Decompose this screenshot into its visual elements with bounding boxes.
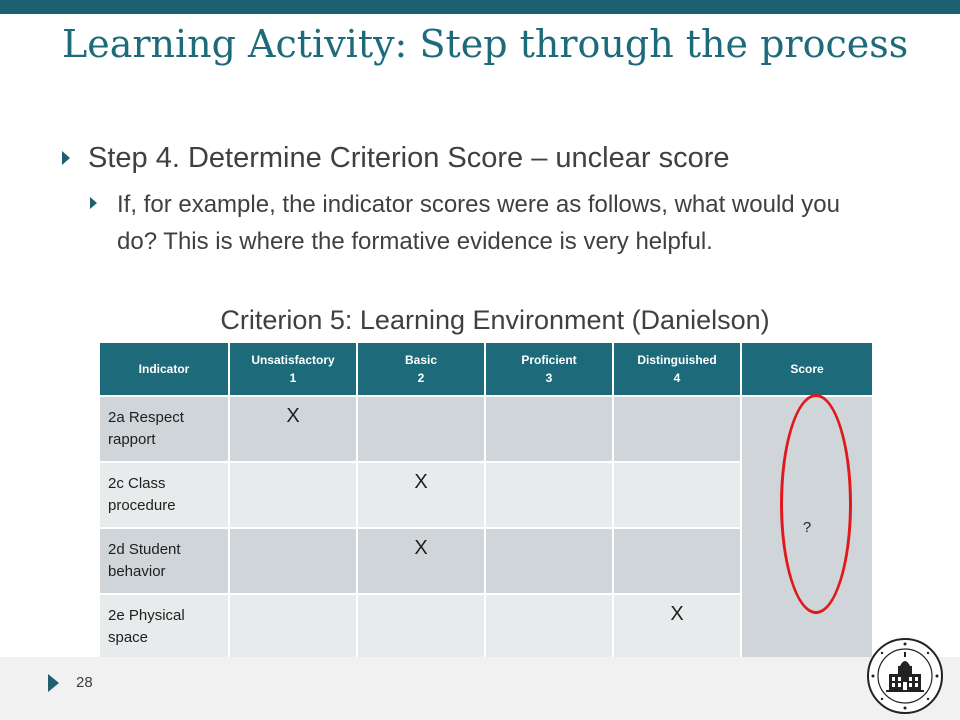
bullet-arrow-icon <box>62 151 70 165</box>
header-unsatisfactory: Unsatisfactory 1 <box>229 342 357 396</box>
rating-cell <box>357 594 485 660</box>
indicator-cell: 2a Respect rapport <box>99 396 229 462</box>
indicator-cell: 2d Student behavior <box>99 528 229 594</box>
rating-cell <box>613 528 741 594</box>
table-header-row <box>99 342 873 396</box>
rating-cell <box>357 396 485 462</box>
rating-cell <box>229 462 357 528</box>
rating-cell <box>485 396 613 462</box>
ospi-seal-icon <box>860 636 950 716</box>
rating-cell <box>229 528 357 594</box>
rating-cell <box>613 462 741 528</box>
top-accent-bar <box>0 0 960 14</box>
table-caption: Criterion 5: Learning Environment (Danielson) <box>220 305 770 335</box>
rating-cell <box>485 594 613 660</box>
footer-arrow-icon <box>48 674 59 692</box>
bullet-text: If, for example, the indicator scores were as follows, what would you do? This is where the formative evidence is very helpful. <box>117 191 840 255</box>
table-row <box>99 396 873 462</box>
score-cell: ? <box>741 396 873 660</box>
slide-title: Learning Activity: Step through the process <box>62 22 909 66</box>
rating-cell <box>485 528 613 594</box>
header-distinguished: Distinguished 4 <box>613 342 741 396</box>
indicator-cell: 2c Class procedure <box>99 462 229 528</box>
footer-band <box>0 657 960 720</box>
bullet-arrow-icon <box>90 197 97 209</box>
red-highlight-ellipse <box>780 394 852 614</box>
rating-cell: X <box>613 594 741 660</box>
header-proficient: Proficient 3 <box>485 342 613 396</box>
rating-cell <box>613 396 741 462</box>
header-indicator: Indicator <box>99 342 229 396</box>
criterion-table <box>98 341 874 661</box>
bullet-text: Step 4. Determine Criterion Score – unclear score <box>88 142 730 174</box>
rating-cell <box>229 594 357 660</box>
rating-cell: X <box>357 528 485 594</box>
header-score: Score <box>741 342 873 396</box>
rating-cell: X <box>229 396 357 462</box>
page-number: 28 <box>76 674 93 691</box>
header-basic: Basic 2 <box>357 342 485 396</box>
rating-cell <box>485 462 613 528</box>
rating-cell: X <box>357 462 485 528</box>
indicator-cell: 2e Physical space <box>99 594 229 660</box>
